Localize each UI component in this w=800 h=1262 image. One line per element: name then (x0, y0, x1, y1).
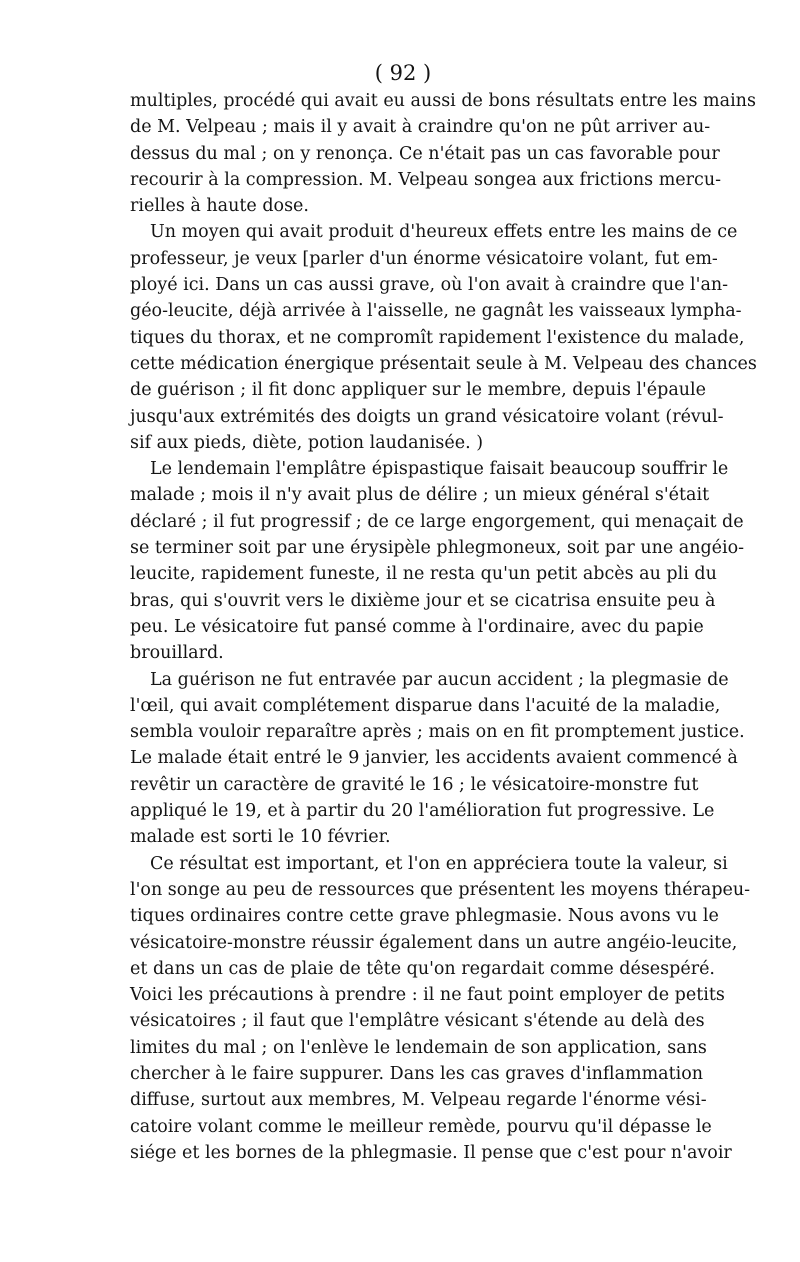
text-line: leucite, rapidement funeste, il ne resta qu'un petit abcès au pli du (130, 564, 717, 585)
text-line: et dans un cas de plaie de tête qu'on regardait comme désespéré. (130, 958, 715, 979)
text-line: vésicatoire-monstre réussir également dans un autre angéio-leucite, (130, 932, 738, 953)
page-number: ( 92 ) (374, 61, 432, 85)
text-line: revêtir un caractère de gravité le 16 ; le vésicatoire-monstre fut (130, 774, 699, 795)
paragraph-2 (130, 219, 757, 456)
text-line: Voici les précautions à prendre : il ne faut point employer de petits (130, 985, 725, 1006)
text-line: Un moyen qui avait produit d'heureux effets entre les mains de ce (150, 222, 738, 243)
text-line: professeur, je veux [parler d'un énorme vésicatoire volant, fut em- (130, 248, 718, 269)
text-line: déclaré ; il fut progressif ; de ce large engorgement, qui menaçait de (130, 511, 744, 532)
text-line: malade ; mois il n'y avait plus de délire ; un mieux général s'était (130, 485, 710, 506)
text-line: l'on songe au peu de ressources que présentent les moyens thérapeu- (130, 879, 751, 900)
text-line: tiques ordinaires contre cette grave phlegmasie. Nous avons vu le (130, 906, 719, 927)
text-line: tiques du thorax, et ne compromît rapidement l'existence du malade, (130, 327, 745, 348)
text-line: La guérison ne fut entravée par aucun accident ; la plegmasie de (150, 669, 729, 690)
text-line: catoire volant comme le meilleur remède, pourvu qu'il dépasse le (130, 1116, 712, 1137)
text-line: bras, qui s'ouvrit vers le dixième jour et se cicatrisa ensuite peu à (130, 590, 716, 611)
text-line: limites du mal ; on l'enlève le lendemain de son application, sans (130, 1037, 707, 1058)
text-line: diffuse, surtout aux membres, M. Velpeau regarde l'énorme vési- (130, 1090, 707, 1111)
text-line: rielles à haute dose. (130, 196, 309, 217)
paragraph-3 (130, 456, 745, 666)
text-line: Le malade était entré le 9 janvier, les accidents avaient commencé à (130, 748, 738, 769)
text-line: brouillard. (130, 643, 224, 664)
text-line: sif aux pieds, diète, potion laudanisée. ) (130, 432, 484, 453)
book-page (130, 58, 757, 1166)
text-line: sembla vouloir reparaître après ; mais on en fit promptement justice. (130, 722, 745, 743)
text-line: de M. Velpeau ; mais il y avait à craindre qu'on ne pût arriver au- (130, 117, 711, 138)
text-line: l'œil, qui avait complétement disparue dans l'acuité de la maladie, (130, 695, 721, 716)
paragraph-5 (130, 851, 751, 1167)
text-line: Ce résultat est important, et l'on en appréciera toute la valeur, si (150, 853, 728, 874)
text-line: appliqué le 19, et à partir du 20 l'amélioration fut progressive. Le (130, 801, 715, 822)
text-line: dessus du mal ; on y renonça. Ce n'était pas un cas favorable pour (130, 143, 720, 164)
text-line: jusqu'aux extrémités des doigts un grand vésicatoire volant (révul- (130, 406, 724, 427)
text-line: multiples, procédé qui avait eu aussi de bons résultats entre les mains (130, 91, 756, 111)
text-line: malade est sorti le 10 février. (130, 827, 391, 848)
text-line: recourir à la compression. M. Velpeau songea aux frictions mercu- (130, 169, 722, 190)
text-line: Le lendemain l'emplâtre épispastique faisait beaucoup souffrir le (150, 459, 729, 480)
text-line: géo-leucite, déjà arrivée à l'aisselle, ne gagnât les vaisseaux lympha- (130, 301, 742, 322)
paragraph-1 (130, 88, 756, 219)
text-line: de guérison ; il fit donc appliquer sur le membre, depuis l'épaule (130, 380, 706, 401)
text-line: cette médication énergique présentait seule à M. Velpeau des chances (130, 353, 757, 374)
text-line: peu. Le vésicatoire fut pansé comme à l'ordinaire, avec du papie (130, 616, 704, 637)
text-line: siége et les bornes de la phlegmasie. Il pense que c'est pour n'avoir (130, 1142, 732, 1163)
text-line: ployé ici. Dans un cas aussi grave, où l'on avait à craindre que l'an- (130, 275, 729, 296)
text-line: vésicatoires ; il faut que l'emplâtre vésicant s'étende au delà des (130, 1011, 705, 1032)
text-line: chercher à le faire suppurer. Dans les cas graves d'inflammation (130, 1063, 704, 1084)
text-line: se terminer soit par une érysipèle phlegmoneux, soit par une angéio- (130, 538, 745, 559)
paragraph-4 (130, 667, 745, 851)
